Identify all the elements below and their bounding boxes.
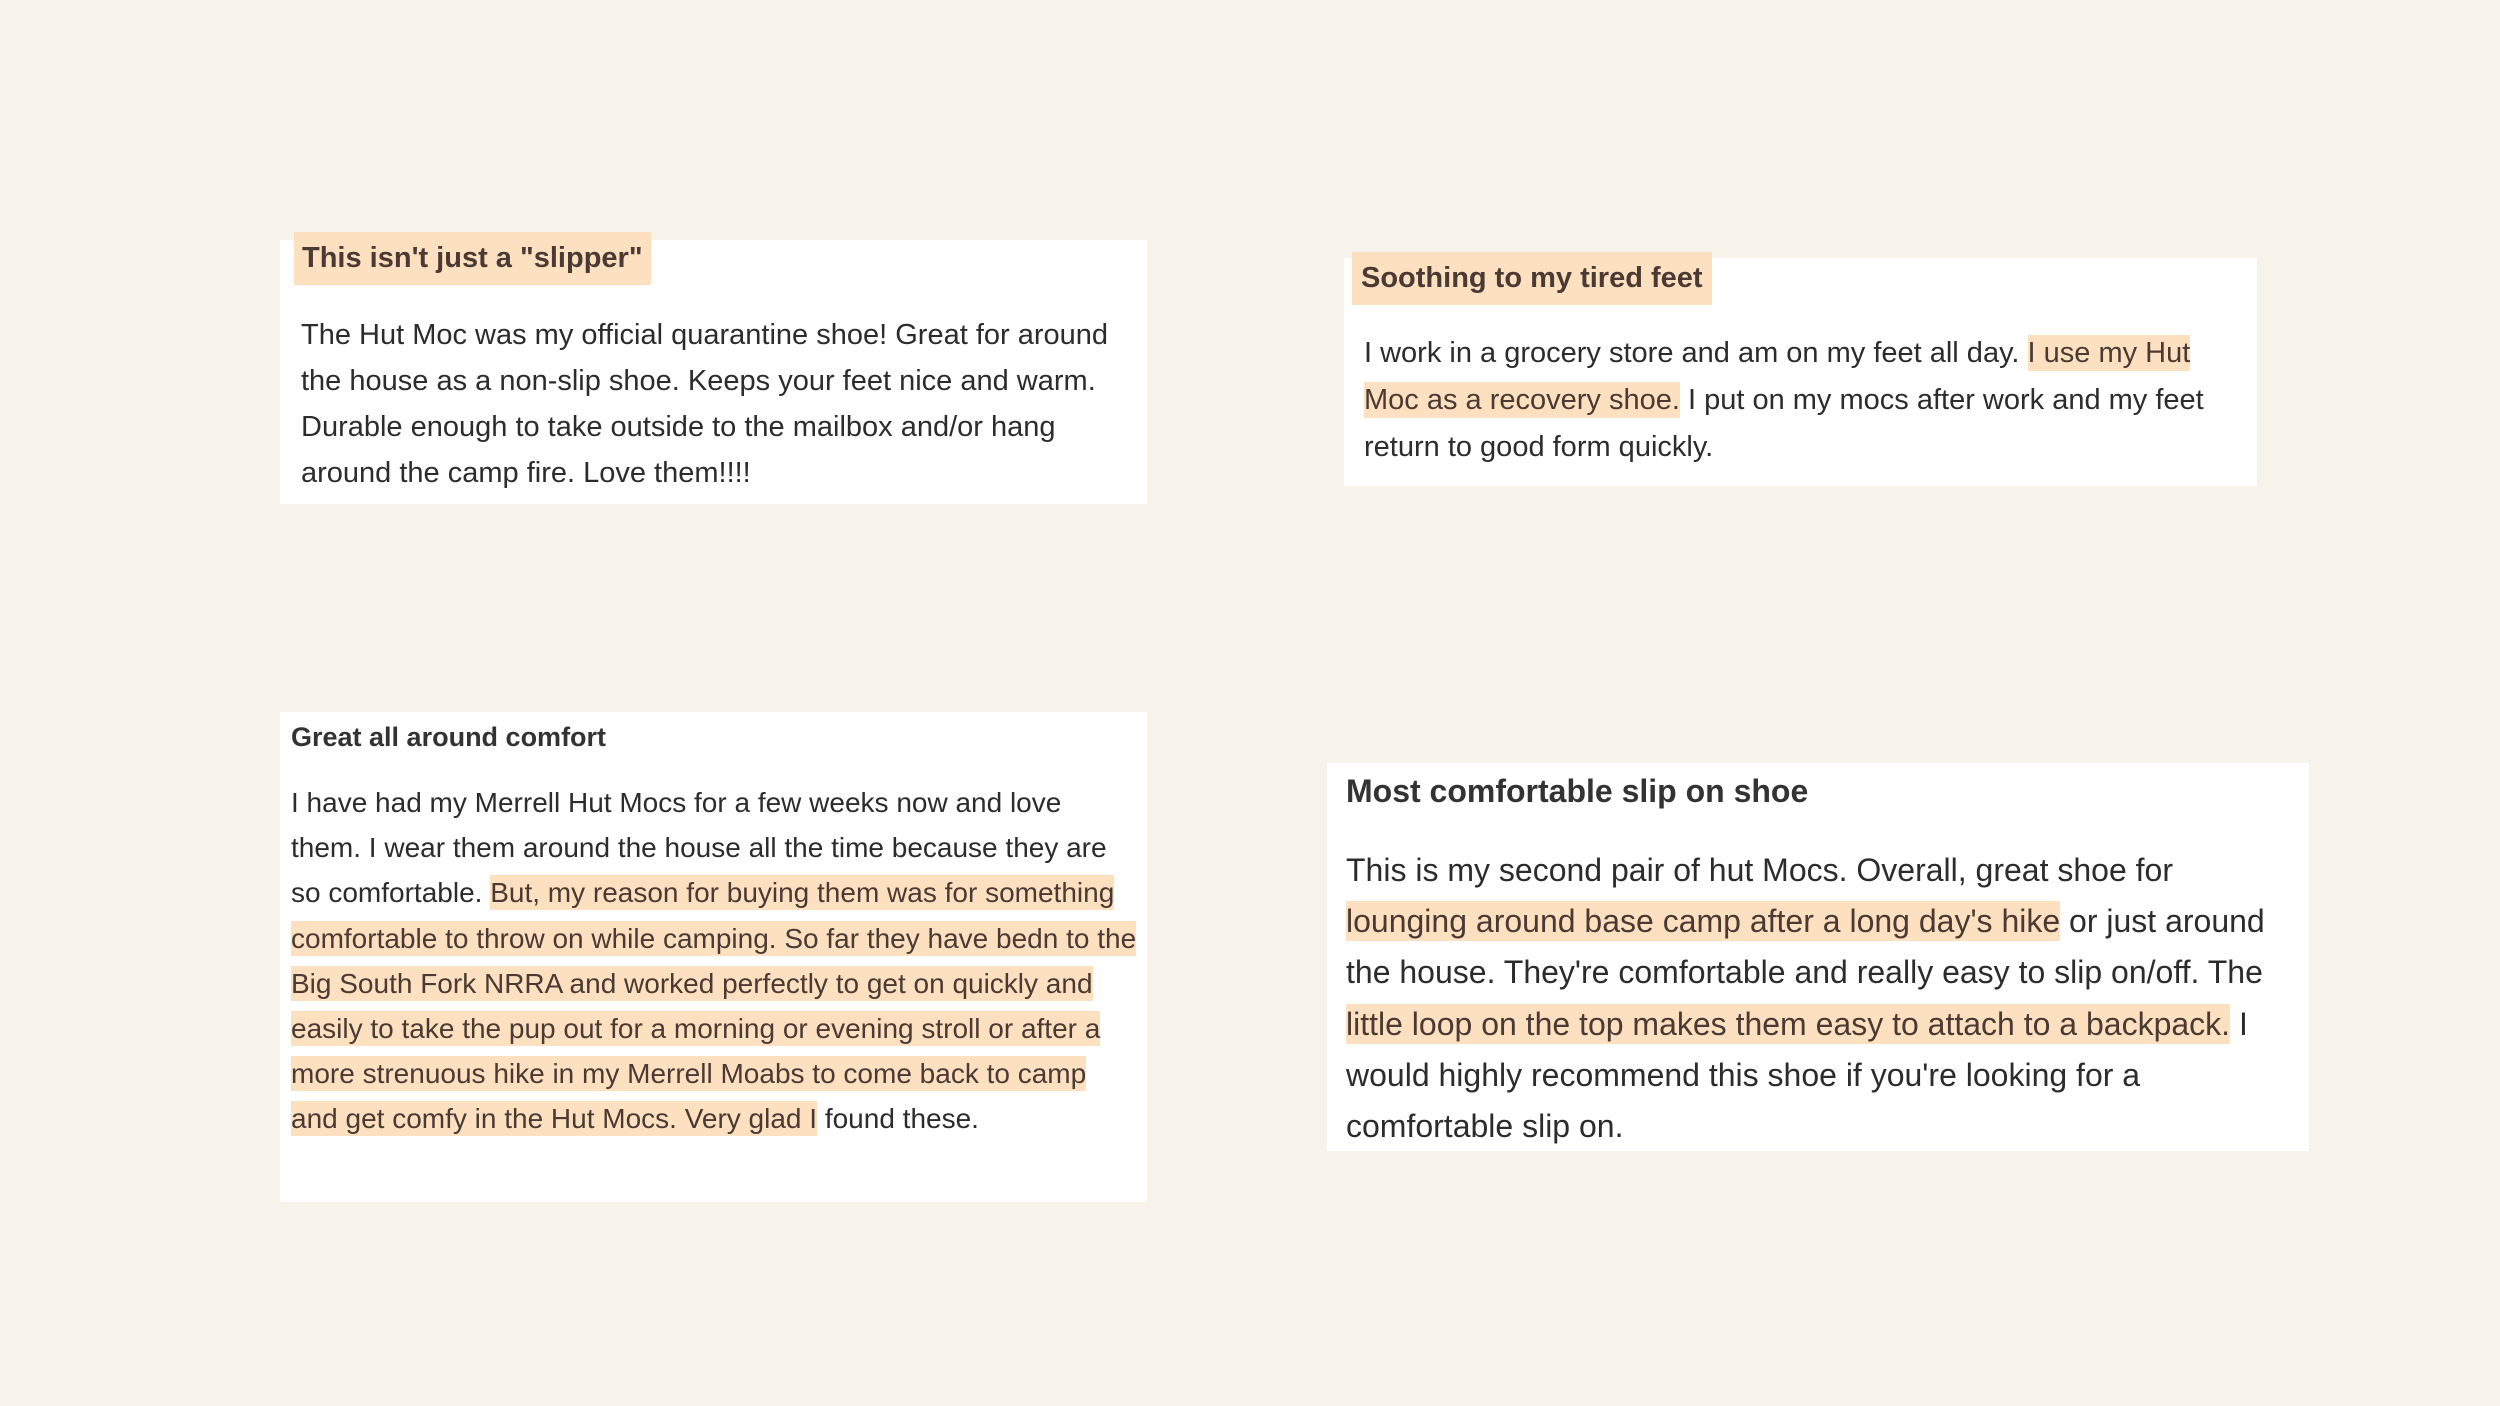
- review-card: [280, 240, 1147, 504]
- review-body: [301, 312, 1131, 496]
- review-body: [291, 780, 1137, 1142]
- review-body: [1346, 845, 2301, 1152]
- review-text: The Hut Moc was my official quarantine shoe! Great for around the house as a non-slip shoe. Keeps your feet nice and warm. Durable enough to take outside to the mailbox and/or hang around the camp fire. Love them!!!!: [301, 319, 1109, 489]
- review-text: or just around the house. They're comfortable and really easy to slip on/off. The: [1346, 903, 2265, 991]
- review-text: This is my second pair of hut Mocs. Overall, great shoe for: [1346, 852, 2173, 888]
- review-highlight: But, my reason for buying them was for something comfortable to throw on while camping. So far they have bedn to the Big South Fork NRRA and worked perfectly to get on quickly and easily to take the pup out for a morning or evening stroll or after a more strenuous hike in my Merrell Moabs to come back to camp and get comfy in the Hut Mocs. Very glad I: [291, 877, 1137, 1135]
- review-text: I put on my mocs after work and my feet return to good form quickly.: [1364, 384, 2204, 463]
- review-highlight: little loop on the top makes them easy to attach to a backpack.: [1346, 1005, 2231, 1042]
- review-title: Great all around comfort: [291, 722, 607, 752]
- review-title: Most comfortable slip on shoe: [1346, 773, 1809, 809]
- review-card: [1327, 763, 2309, 1151]
- review-title: Soothing to my tired feet: [1352, 252, 1712, 305]
- review-card: [280, 712, 1147, 1202]
- review-text: found these.: [817, 1103, 979, 1135]
- review-text: I have had my Merrell Hut Mocs for a few weeks now and love them. I wear them around the house all the time because they are so comfortable.: [291, 787, 1107, 909]
- review-highlight: I use my Hut Moc as a recovery shoe.: [1364, 337, 2191, 416]
- review-text: I work in a grocery store and am on my feet all day.: [1364, 337, 2028, 369]
- review-body: [1364, 330, 2244, 471]
- review-card: [1344, 258, 2257, 486]
- review-title: This isn't just a "slipper": [294, 232, 651, 285]
- review-highlight: lounging around base camp after a long day's hike: [1346, 903, 2061, 940]
- review-text: I would highly recommend this shoe if you're looking for a comfortable slip on.: [1346, 1005, 2248, 1145]
